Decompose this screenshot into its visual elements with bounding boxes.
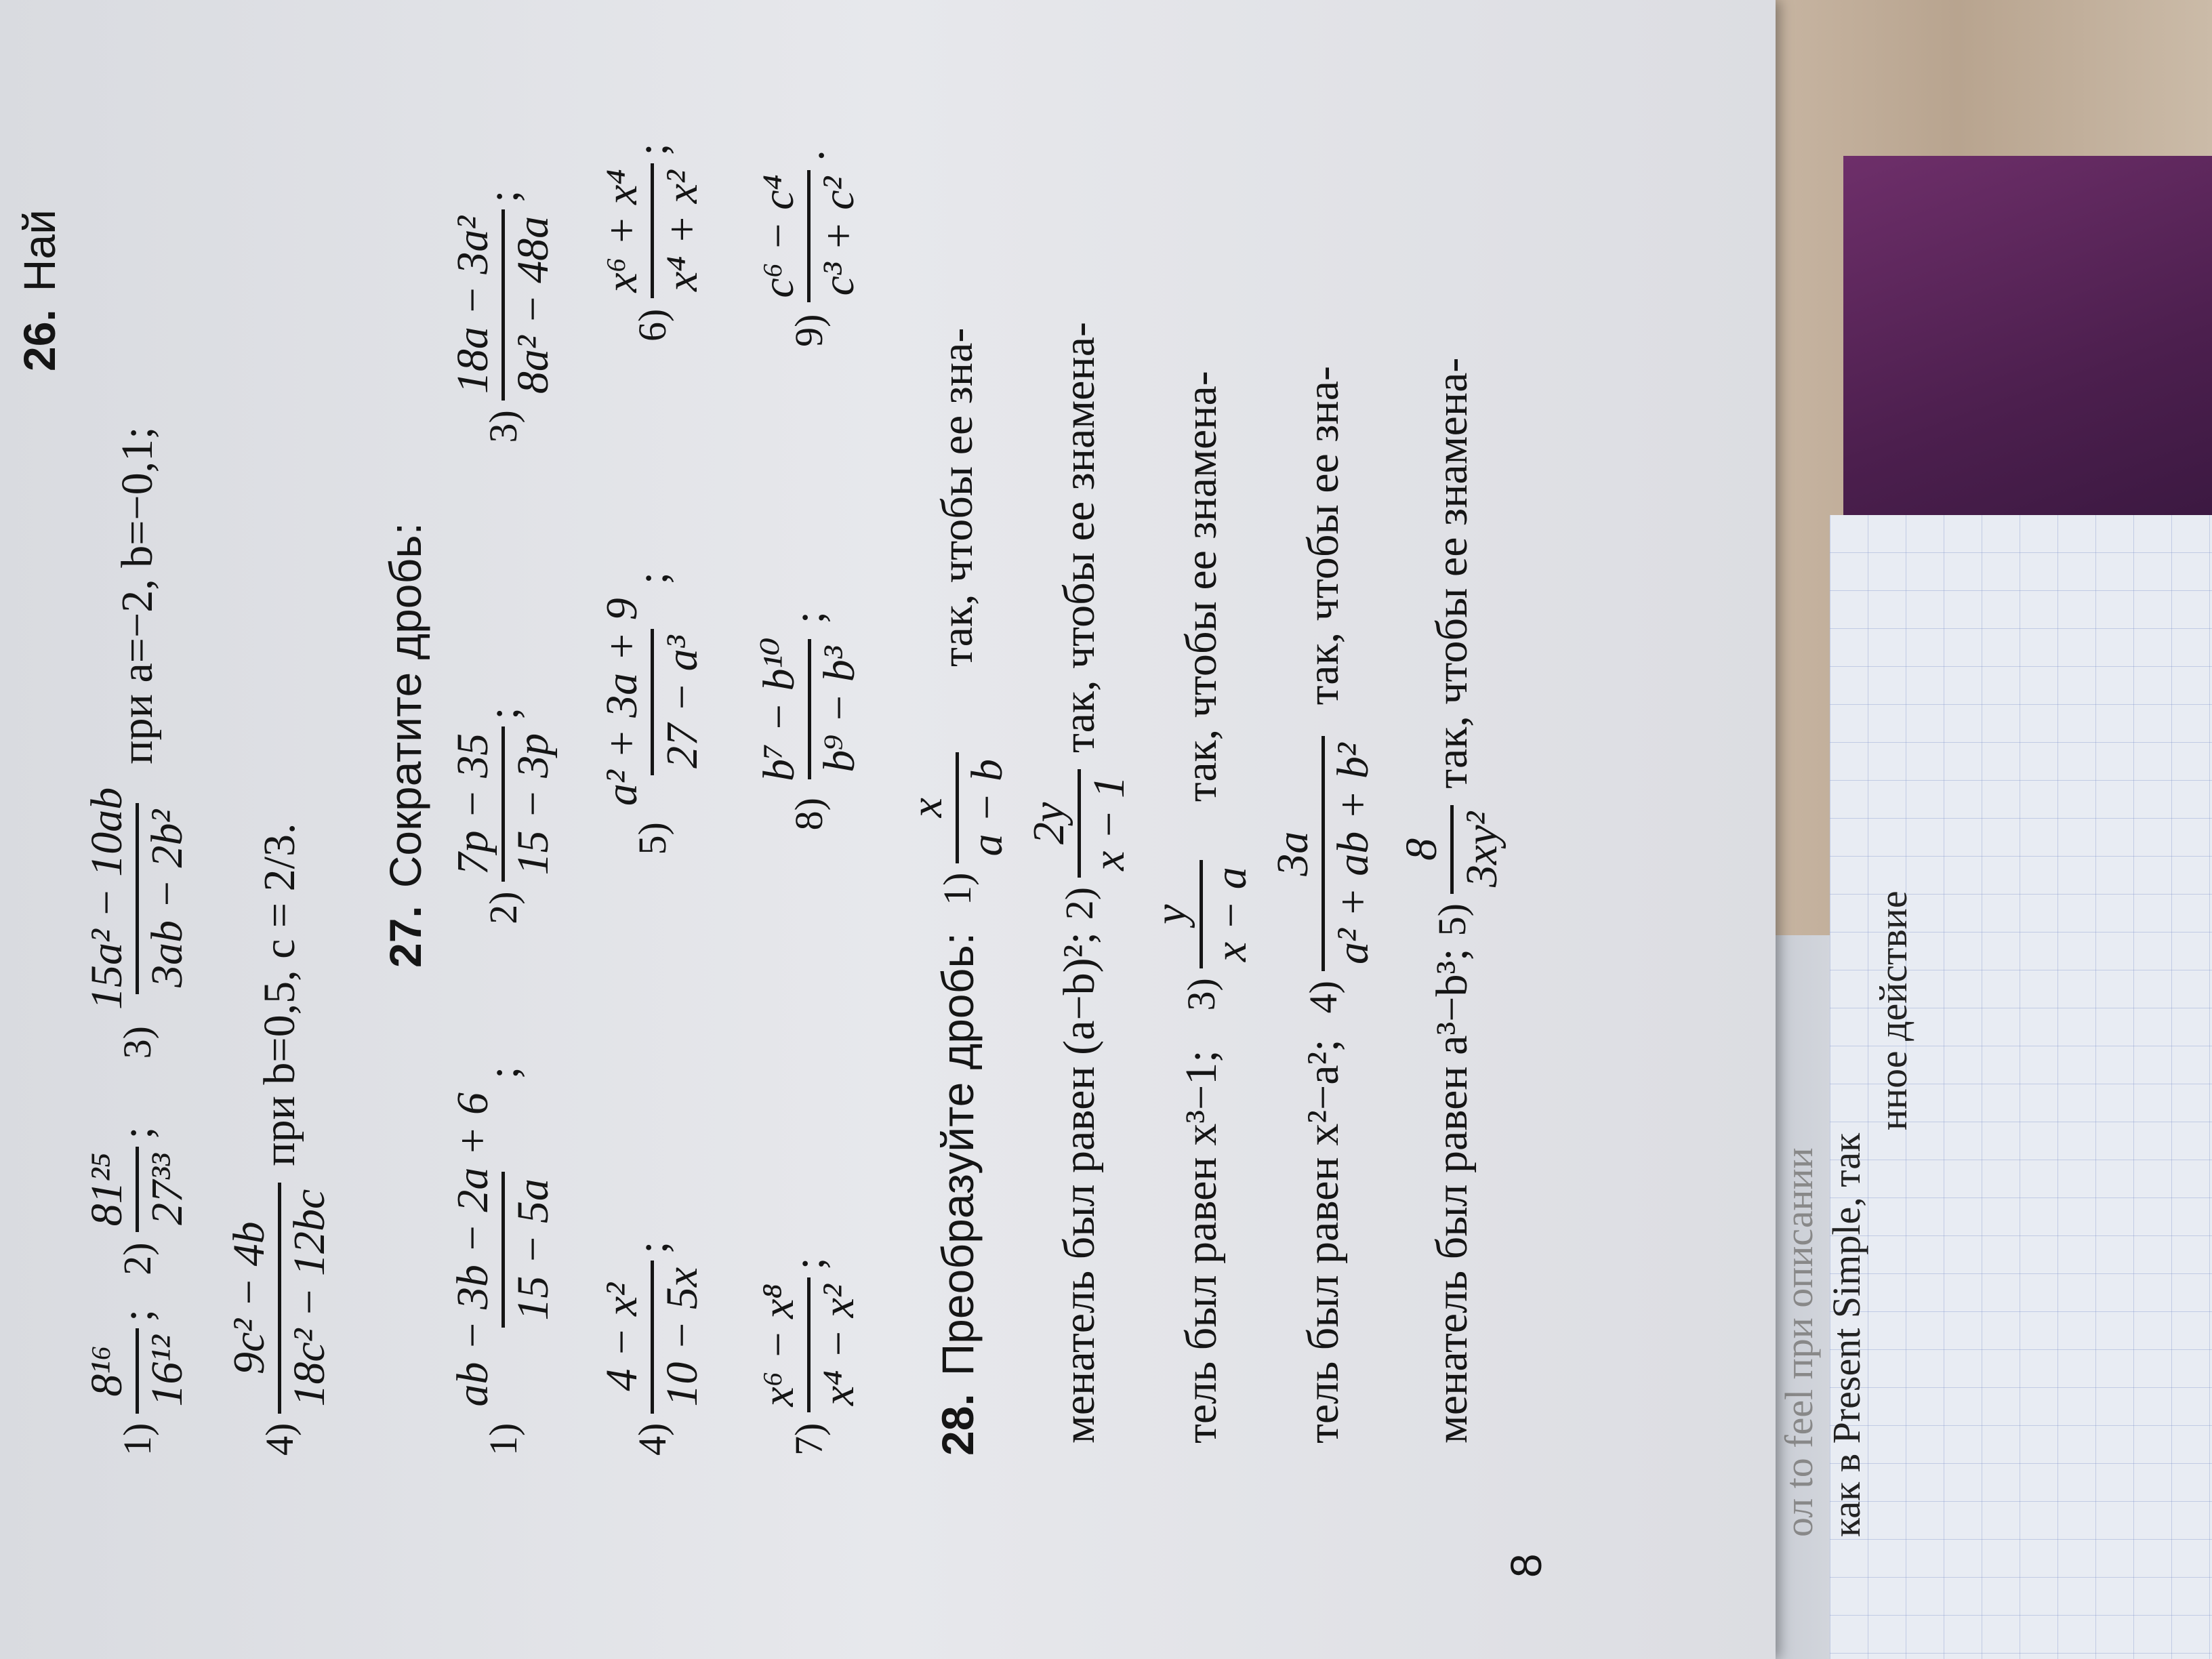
p27-item-8-denominator: b⁹ − b³ [808,639,865,779]
problem-28-row-2 [1023,310,1135,1456]
underbook-line-3-wrap [1870,890,1916,1659]
problem-27-row-2 [596,136,708,1456]
p26-item-4-tail: при b=0,5, c = 2/3. [254,823,304,1166]
p28-item-4-tail: так, чтобы ее зна- [1298,366,1348,705]
p27-item-1-fraction [447,1086,559,1414]
p28-item-3-numerator: y [1146,904,1195,924]
p26-item-2-denominator: 27³³ [136,1147,193,1232]
p28-item-3-tail: так, чтобы ее знамена- [1176,371,1226,802]
p28-item-5-denominator: 3xy² [1450,805,1508,894]
p27-item-9-denominator: c³ + c² [807,170,865,303]
underbook-line-3: нное действие [1871,890,1915,1130]
p27-item-8-numerator: b⁷ − b¹⁰ [754,637,804,781]
p26-item-4-denominator: 18c² − 12bc [278,1183,335,1414]
p28-item-4-continuation: менатель был равен a³−b³; [1427,948,1477,1443]
p28-item-4-numerator: 3a [1268,831,1317,876]
p27-item-2-label: 2) [481,891,525,924]
p26-item-1-label: 1) [115,1422,159,1456]
p26-item-4-fraction [224,1183,335,1414]
p27-item-6-tail: ; [627,143,677,156]
p27-item-4-fraction [596,1261,708,1414]
p26-item-2-label: 2) [115,1242,159,1275]
p27-item-4-tail: ; [627,1241,677,1254]
problem-28-row-3 [1145,359,1257,1456]
p28-item-4-denominator: a² + ab + b² [1322,736,1379,971]
p26-item-2-numerator: 81²⁵ [82,1152,131,1227]
p26-item-1-denominator: 16¹² [136,1328,193,1414]
p28-item-5-numerator: 8 [1397,838,1446,861]
p27-item-6-numerator: x⁶ + x⁴ [597,169,647,293]
problem-26-heading [14,209,65,371]
underbook-line-1: ол to feel при описании [1777,1147,1821,1537]
p27-item-9-label: 9) [787,314,831,347]
p27-item-1-tail: ; [478,1066,528,1080]
p27-item-2-fraction [447,726,559,882]
problem-27-title: Сократите дробь: [380,522,430,888]
p26-item-1-tail: ; [112,1309,162,1322]
p28-item-3-label: 3) [1179,978,1223,1011]
p27-item-7-tail: ; [783,1257,834,1270]
p28-item-5-tail: так, чтобы ее знамена- [1427,357,1477,789]
p28-item-2-tail: так, чтобы ее знамена- [1054,322,1104,754]
p28-item-3-continuation: тель был равен x²−a²; [1298,1039,1348,1443]
p28-item-1-denominator: a − b [956,752,1013,863]
problem-26-row-1 [81,415,193,1456]
p27-item-4-numerator: 4 − x² [597,1282,647,1391]
p28-item-2-continuation: тель был равен x³−1; [1176,1050,1226,1443]
p28-item-2-numerator: 2y [1024,802,1073,845]
p28-item-5-fraction [1396,805,1508,894]
p27-item-6-denominator: x⁴ + x² [651,163,708,298]
problem-27-row-1 [447,183,559,1456]
p26-item-3-tail: при a=−2, b=−0,1; [112,426,162,764]
problem-27-number: 27. [380,905,430,968]
underbook-line-2: как в Present Simple, так [1824,1132,1868,1537]
problem-26-row-2 [224,811,335,1456]
p28-item-2-label: 2) [1057,886,1101,920]
problem-28-row-1 [901,316,1013,1456]
p27-item-3-numerator: 18a − 3a² [448,216,497,394]
p27-item-5-denominator: 27 − a³ [651,629,708,775]
p27-item-7-label: 7) [787,1422,831,1456]
problem-28-title: Преобразуйте дробь: [932,932,983,1376]
underlying-book-text [1776,1133,1870,1659]
p27-item-3-fraction [447,209,559,401]
p27-item-3-tail: ; [478,190,528,203]
p26-item-1-numerator: 8¹⁶ [82,1345,131,1397]
p27-item-2-denominator: 15 − 3p [501,726,559,882]
p26-item-3-label: 3) [115,1026,159,1059]
p27-item-8-fraction [752,630,865,788]
p28-item-3-denominator: x − a [1200,860,1257,968]
p26-item-2-fraction [81,1146,193,1233]
p27-item-5-numerator: a² + 3a + 9 [597,598,647,806]
problem-28-row-4 [1267,354,1379,1456]
p27-item-8-label: 8) [787,797,831,831]
page-number: 8 [1502,1553,1551,1578]
p27-item-5-tail: ; [627,571,677,585]
problem-28-row-5 [1396,346,1508,1456]
p27-item-5-fraction [596,591,708,813]
p27-item-8-tail: ; [783,611,834,624]
p28-item-4-fraction [1267,736,1379,971]
p27-item-1-denominator: 15 − 5a [501,1172,559,1328]
p26-item-4-numerator: 9c² − 4b [224,1221,274,1375]
p28-item-2-fraction [1023,769,1135,878]
p27-item-7-denominator: x⁴ − x² [807,1277,865,1412]
p28-item-4-label: 4) [1301,981,1345,1014]
p28-item-1-numerator: x [902,798,951,818]
p26-item-2-tail: ; [112,1126,162,1139]
p28-item-5-label: 5) [1430,903,1474,937]
p27-item-4-label: 4) [630,1422,674,1456]
p27-item-3-label: 3) [481,410,525,443]
p26-item-3-fraction [81,781,193,1017]
p28-item-2-denominator: x − 1 [1078,769,1135,878]
p27-item-3-denominator: 8a² − 48a [501,209,559,401]
purple-folder [1843,156,2212,535]
p26-item-3-denominator: 3ab − 2b² [136,803,193,994]
problem-28-number: 28. [932,1393,983,1456]
p27-item-7-fraction [753,1277,865,1414]
p28-item-1-label: 1) [935,872,979,905]
problem-26-number: 26. [14,309,64,371]
p26-item-4-label: 4) [258,1422,302,1456]
p27-item-9-numerator: c⁶ − c⁴ [754,174,803,298]
p27-item-7-numerator: x⁶ − x⁸ [754,1283,803,1407]
problem-26-title: Най [14,209,64,292]
p28-item-1-tail: так, чтобы ее зна- [932,327,982,667]
p27-item-1-label: 1) [481,1422,525,1456]
p27-item-9-fraction [753,168,865,305]
problem-27-heading [380,523,431,968]
p28-item-3-fraction [1145,860,1257,968]
p27-item-1-numerator: ab − 3b − 2a + 6 [448,1092,497,1407]
p27-item-2-tail: ; [478,707,528,720]
p27-item-5-label: 5) [630,822,674,855]
p27-item-6-fraction [596,163,708,300]
p28-item-1-continuation: менатель был равен (a−b)²; [1054,932,1104,1443]
p26-item-3-numerator: 15a² − 10ab [82,787,131,1010]
problem-27-row-3 [752,143,865,1456]
p26-item-1-fraction [81,1328,193,1414]
p27-item-6-label: 6) [630,308,674,342]
p27-item-4-denominator: 10 − 5x [651,1261,708,1414]
p28-item-1-fraction [901,752,1013,863]
p27-item-9-tail: . [783,150,834,161]
p27-item-2-numerator: 7p − 35 [448,733,497,876]
